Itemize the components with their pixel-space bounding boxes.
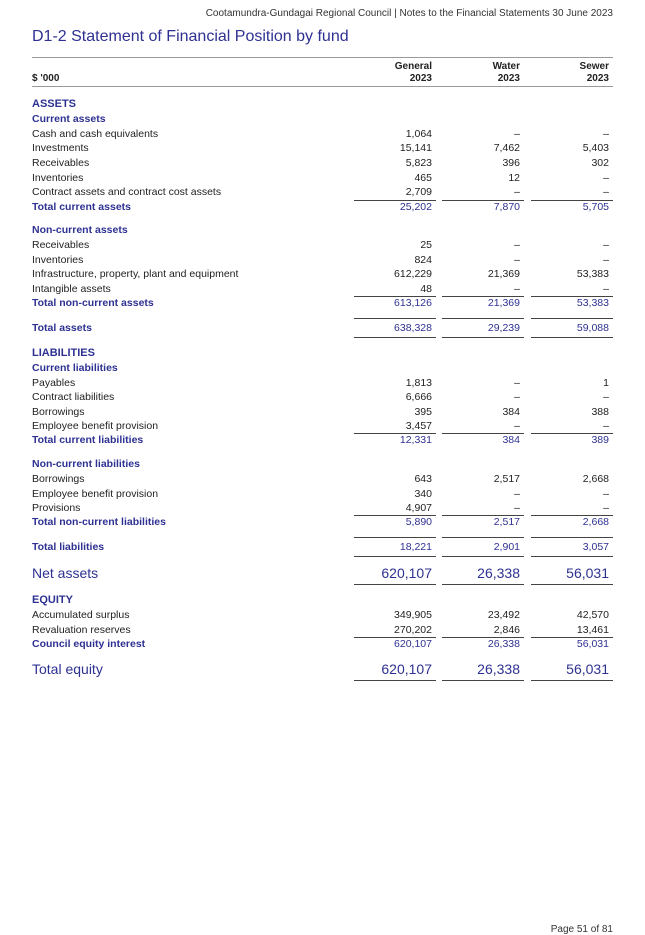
total-rule bbox=[531, 537, 613, 538]
value-general: 1,064 bbox=[405, 128, 432, 140]
value-sewer: – bbox=[603, 254, 609, 266]
value-sewer: – bbox=[603, 391, 609, 403]
total-rule bbox=[354, 680, 436, 681]
value-sewer: 389 bbox=[591, 434, 609, 446]
value-water: – bbox=[514, 377, 520, 389]
table-row bbox=[32, 488, 613, 502]
table-row bbox=[32, 268, 613, 282]
table-row bbox=[32, 157, 613, 171]
total-row-non-current-liabilities bbox=[32, 516, 613, 530]
value-sewer: 13,461 bbox=[576, 624, 609, 636]
table-row bbox=[32, 420, 613, 434]
title-rule bbox=[32, 57, 613, 58]
table-row bbox=[32, 624, 613, 638]
value-sewer: – bbox=[603, 420, 609, 432]
table-row bbox=[32, 406, 613, 420]
value-water: – bbox=[514, 502, 520, 514]
value-water: – bbox=[514, 128, 520, 140]
row-label: Employee benefit provision bbox=[32, 420, 159, 432]
value-water: 7,462 bbox=[493, 142, 520, 154]
column-header-water bbox=[493, 61, 520, 85]
value-sewer: 388 bbox=[591, 406, 609, 418]
value-general: 3,457 bbox=[405, 420, 432, 432]
value-water: – bbox=[514, 283, 520, 295]
section-heading-equity: EQUITY bbox=[32, 594, 73, 606]
total-row-current-assets bbox=[32, 201, 613, 215]
total-rule bbox=[442, 680, 524, 681]
running-header: Cootamundra-Gundagai Regional Council | Notes to the Financial Statements 30 June 2023 bbox=[205, 8, 613, 19]
row-label: Inventories bbox=[32, 172, 84, 184]
value-general: 6,666 bbox=[405, 391, 432, 403]
value-general: 612,229 bbox=[394, 268, 432, 280]
table-row bbox=[32, 377, 613, 391]
value-sewer: 42,570 bbox=[576, 609, 609, 621]
total-rule bbox=[531, 680, 613, 681]
value-sewer: 56,031 bbox=[566, 661, 609, 677]
value-water: 396 bbox=[502, 157, 520, 169]
value-general: 48 bbox=[420, 283, 432, 295]
value-sewer: 59,088 bbox=[576, 322, 609, 334]
value-water: 2,517 bbox=[493, 516, 520, 528]
subheading-current-liabilities: Current liabilities bbox=[32, 362, 118, 374]
table-row bbox=[32, 609, 613, 623]
total-rule bbox=[354, 584, 436, 585]
value-water: 2,517 bbox=[493, 473, 520, 485]
council-equity-interest-row bbox=[32, 638, 613, 652]
column-name: General bbox=[394, 61, 432, 72]
value-sewer: 56,031 bbox=[566, 565, 609, 581]
column-year: 2023 bbox=[497, 73, 520, 84]
column-header-sewer bbox=[580, 61, 609, 85]
net-assets-row bbox=[32, 565, 613, 583]
value-general: 340 bbox=[414, 488, 432, 500]
total-equity-row bbox=[32, 661, 613, 679]
total-row-assets bbox=[32, 322, 613, 336]
value-water: – bbox=[514, 488, 520, 500]
row-label: Total liabilities bbox=[32, 541, 105, 553]
row-label: Total assets bbox=[32, 322, 92, 334]
page-title: D1-2 Statement of Financial Position by fund bbox=[32, 28, 349, 45]
table-row bbox=[32, 283, 613, 297]
value-general: 349,905 bbox=[394, 609, 432, 621]
value-general: 620,107 bbox=[381, 661, 432, 677]
row-label: Contract liabilities bbox=[32, 391, 115, 403]
value-general: 620,107 bbox=[394, 638, 432, 650]
value-general: 643 bbox=[414, 473, 432, 485]
value-water: – bbox=[514, 186, 520, 198]
row-label: Cash and cash equivalents bbox=[32, 128, 159, 140]
column-year: 2023 bbox=[409, 73, 432, 84]
row-label: Total equity bbox=[32, 661, 103, 677]
value-water: 2,901 bbox=[493, 541, 520, 553]
value-sewer: 3,057 bbox=[582, 541, 609, 553]
value-general: 824 bbox=[414, 254, 432, 266]
value-water: 26,338 bbox=[477, 661, 520, 677]
row-label: Contract assets and contract cost assets bbox=[32, 186, 222, 198]
value-sewer: – bbox=[603, 239, 609, 251]
row-label: Total non-current assets bbox=[32, 297, 154, 309]
value-water: 384 bbox=[502, 434, 520, 446]
value-general: 1,813 bbox=[405, 377, 432, 389]
total-rule bbox=[442, 337, 524, 338]
value-sewer: 56,031 bbox=[576, 638, 609, 650]
value-general: 465 bbox=[414, 172, 432, 184]
total-rule bbox=[442, 584, 524, 585]
value-water: – bbox=[514, 391, 520, 403]
total-rule bbox=[531, 337, 613, 338]
total-rule bbox=[531, 556, 613, 557]
value-general: 613,126 bbox=[394, 297, 432, 309]
row-label: Infrastructure, property, plant and equipment bbox=[32, 268, 239, 280]
row-label: Provisions bbox=[32, 502, 81, 514]
row-label: Total current liabilities bbox=[32, 434, 144, 446]
row-label: Investments bbox=[32, 142, 89, 154]
value-sewer: 53,383 bbox=[576, 297, 609, 309]
value-sewer: – bbox=[603, 283, 609, 295]
total-row-current-liabilities bbox=[32, 434, 613, 448]
total-rule bbox=[354, 337, 436, 338]
value-sewer: 5,403 bbox=[582, 142, 609, 154]
column-header-general bbox=[395, 61, 432, 85]
value-sewer: – bbox=[603, 172, 609, 184]
table-row bbox=[32, 172, 613, 186]
value-water: 384 bbox=[502, 406, 520, 418]
total-rule bbox=[442, 556, 524, 557]
value-general: 395 bbox=[414, 406, 432, 418]
value-water: – bbox=[514, 239, 520, 251]
total-row-non-current-assets bbox=[32, 297, 613, 311]
value-water: 23,492 bbox=[487, 609, 520, 621]
total-row-liabilities bbox=[32, 541, 613, 555]
row-label: Employee benefit provision bbox=[32, 488, 159, 500]
value-sewer: 2,668 bbox=[582, 516, 609, 528]
value-sewer: 302 bbox=[591, 157, 609, 169]
row-label: Total current assets bbox=[32, 201, 132, 213]
total-rule bbox=[354, 537, 436, 538]
subheading-current-assets: Current assets bbox=[32, 113, 106, 125]
row-label: Accumulated surplus bbox=[32, 609, 130, 621]
page-number: Page 51 of 81 bbox=[550, 924, 613, 935]
row-label: Inventories bbox=[32, 254, 84, 266]
row-label: Revaluation reserves bbox=[32, 624, 131, 636]
value-water: 2,846 bbox=[493, 624, 520, 636]
value-general: 25 bbox=[420, 239, 432, 251]
value-water: 26,338 bbox=[487, 638, 520, 650]
table-row bbox=[32, 186, 613, 200]
table-row bbox=[32, 239, 613, 253]
total-rule bbox=[442, 318, 524, 319]
table-row bbox=[32, 473, 613, 487]
value-sewer: 2,668 bbox=[582, 473, 609, 485]
table-row bbox=[32, 502, 613, 516]
value-water: 26,338 bbox=[477, 565, 520, 581]
column-name: Water bbox=[492, 61, 520, 72]
value-sewer: – bbox=[603, 488, 609, 500]
units-label: $ '000 bbox=[32, 73, 60, 84]
value-general: 5,890 bbox=[405, 516, 432, 528]
value-general: 18,221 bbox=[399, 541, 432, 553]
value-sewer: – bbox=[603, 128, 609, 140]
table-row bbox=[32, 142, 613, 156]
table-row bbox=[32, 128, 613, 142]
column-name: Sewer bbox=[579, 61, 609, 72]
value-general: 638,328 bbox=[394, 322, 432, 334]
value-general: 15,141 bbox=[399, 142, 432, 154]
table-row bbox=[32, 254, 613, 268]
row-label: Net assets bbox=[32, 565, 99, 581]
value-water: 21,369 bbox=[487, 297, 520, 309]
value-general: 270,202 bbox=[394, 624, 432, 636]
total-rule bbox=[531, 584, 613, 585]
value-sewer: 5,705 bbox=[582, 201, 609, 213]
total-rule bbox=[354, 556, 436, 557]
row-label: Council equity interest bbox=[32, 638, 146, 650]
column-year: 2023 bbox=[586, 73, 609, 84]
subheading-non-current-assets: Non-current assets bbox=[32, 224, 128, 236]
value-water: 29,239 bbox=[487, 322, 520, 334]
row-label: Receivables bbox=[32, 239, 90, 251]
value-general: 5,823 bbox=[405, 157, 432, 169]
value-sewer: – bbox=[603, 502, 609, 514]
row-label: Borrowings bbox=[32, 406, 85, 418]
total-rule bbox=[531, 318, 613, 319]
row-label: Borrowings bbox=[32, 473, 85, 485]
section-heading-assets: ASSETS bbox=[32, 98, 77, 110]
value-water: 12 bbox=[508, 172, 520, 184]
value-water: 21,369 bbox=[487, 268, 520, 280]
row-label: Total non-current liabilities bbox=[32, 516, 166, 528]
row-label: Receivables bbox=[32, 157, 90, 169]
row-label: Intangible assets bbox=[32, 283, 111, 295]
value-general: 2,709 bbox=[405, 186, 432, 198]
table-row bbox=[32, 391, 613, 405]
value-sewer: 1 bbox=[603, 377, 609, 389]
value-water: – bbox=[514, 420, 520, 432]
subheading-non-current-liabilities: Non-current liabilities bbox=[32, 458, 140, 470]
value-general: 25,202 bbox=[399, 201, 432, 213]
value-general: 620,107 bbox=[381, 565, 432, 581]
value-general: 4,907 bbox=[405, 502, 432, 514]
total-rule bbox=[354, 318, 436, 319]
value-sewer: – bbox=[603, 186, 609, 198]
row-label: Payables bbox=[32, 377, 76, 389]
section-heading-liabilities: LIABILITIES bbox=[32, 347, 95, 359]
value-sewer: 53,383 bbox=[576, 268, 609, 280]
value-general: 12,331 bbox=[399, 434, 432, 446]
value-water: – bbox=[514, 254, 520, 266]
value-water: 7,870 bbox=[493, 201, 520, 213]
total-rule bbox=[442, 537, 524, 538]
header-rule bbox=[32, 86, 613, 87]
